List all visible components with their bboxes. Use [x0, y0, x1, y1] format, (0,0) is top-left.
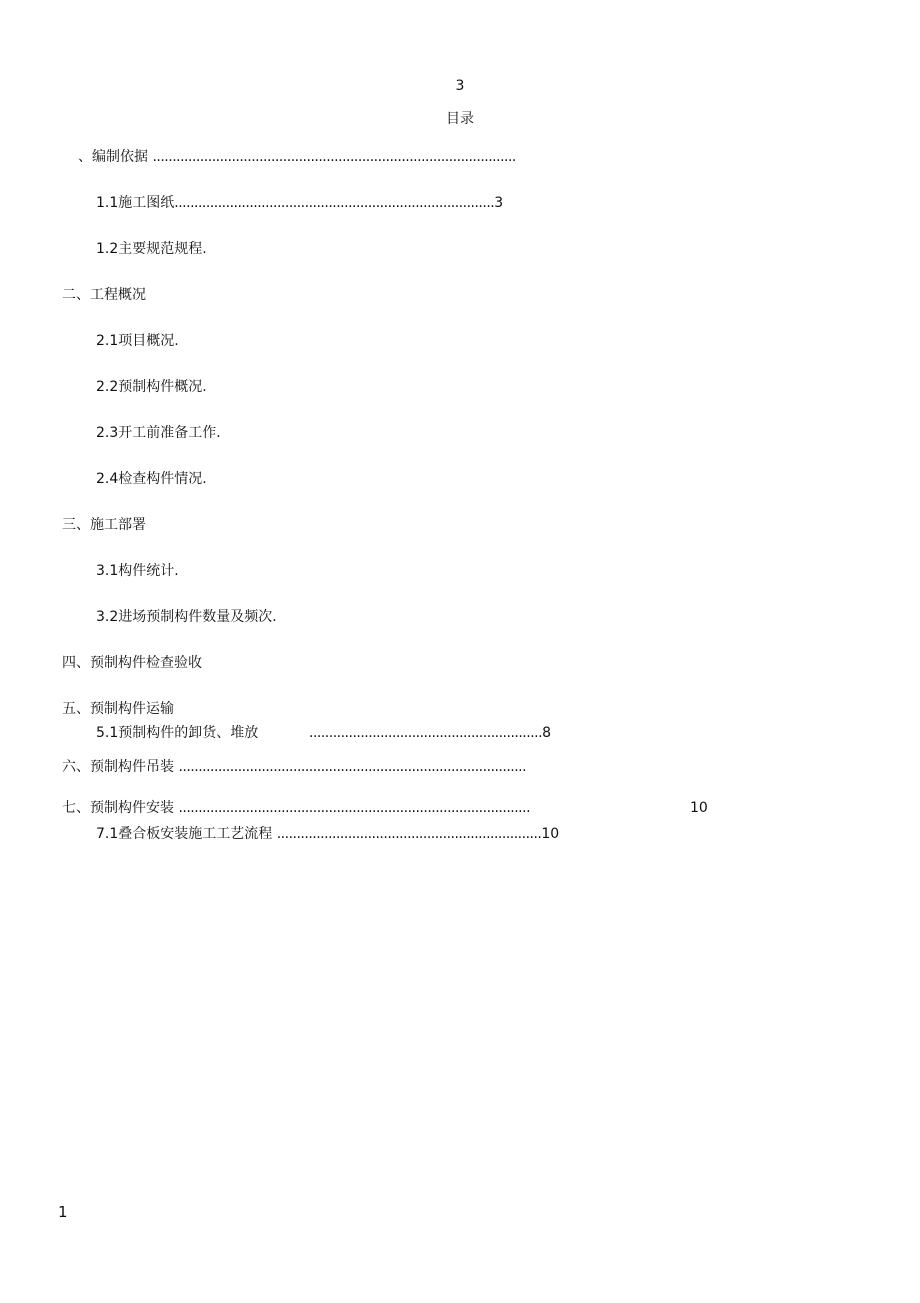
toc-entry-1-2[interactable]: 1.2主要规范规程.	[96, 241, 207, 257]
toc-entry-label: 六、预制构件吊装	[62, 759, 174, 775]
toc-page-number: 10	[690, 800, 708, 816]
toc-entry-1-1[interactable]	[96, 194, 503, 212]
toc-entry-label: 七、预制构件安装	[62, 800, 174, 816]
toc-entry-2-4[interactable]: 2.4检查构件情况.	[96, 471, 207, 487]
toc-title: 目录	[446, 111, 474, 127]
toc-entry-4[interactable]: 四、预制构件检查验收	[62, 655, 202, 671]
toc-entry-2-3[interactable]: 2.3开工前准备工作.	[96, 425, 221, 441]
toc-entry-label: 7.1叠合板安装施工工艺流程	[96, 826, 273, 842]
toc-leader-dots: ...................................................................	[276, 826, 542, 842]
toc-entry-5[interactable]: 五、预制构件运输	[62, 701, 174, 717]
toc-entry-2[interactable]: 二、工程概况	[62, 287, 146, 303]
toc-leader-dots: ............................................................................................	[152, 149, 516, 165]
toc-entry-label: 5.1预制构件的卸货、堆放	[96, 725, 259, 741]
toc-entry-6[interactable]	[62, 758, 526, 776]
toc-leader-dots: .................................................................................	[174, 195, 495, 211]
toc-entry-7[interactable]	[62, 799, 530, 817]
toc-entry-7-1[interactable]	[96, 825, 559, 843]
toc-entry-2-1[interactable]: 2.1项目概况.	[96, 333, 179, 349]
toc-entry-label: 、编制依据	[78, 149, 148, 165]
footer-page-number: 1	[58, 1203, 68, 1221]
toc-page-number: 3	[494, 195, 504, 211]
toc-entry-label: 1.1施工图纸	[96, 195, 175, 211]
toc-leader-dots: .........................................................................................	[178, 800, 531, 816]
toc-entry-1[interactable]	[78, 148, 516, 166]
header-page-number: 3	[455, 78, 465, 94]
toc-page-number: 8	[542, 725, 551, 741]
toc-entry-5-1-leader	[309, 724, 551, 742]
toc-page-number: 10	[541, 826, 560, 842]
toc-entry-5-1[interactable]	[96, 724, 258, 742]
toc-entry-3-2[interactable]: 3.2进场预制构件数量及频次.	[96, 609, 277, 625]
toc-entry-3-1[interactable]: 3.1构件统计.	[96, 563, 179, 579]
toc-leader-dots: ........................................................................................	[178, 759, 527, 775]
toc-leader-dots: ...........................................................	[309, 725, 543, 741]
toc-entry-2-2[interactable]: 2.2预制构件概况.	[96, 379, 207, 395]
toc-entry-3[interactable]: 三、施工部署	[62, 517, 146, 533]
